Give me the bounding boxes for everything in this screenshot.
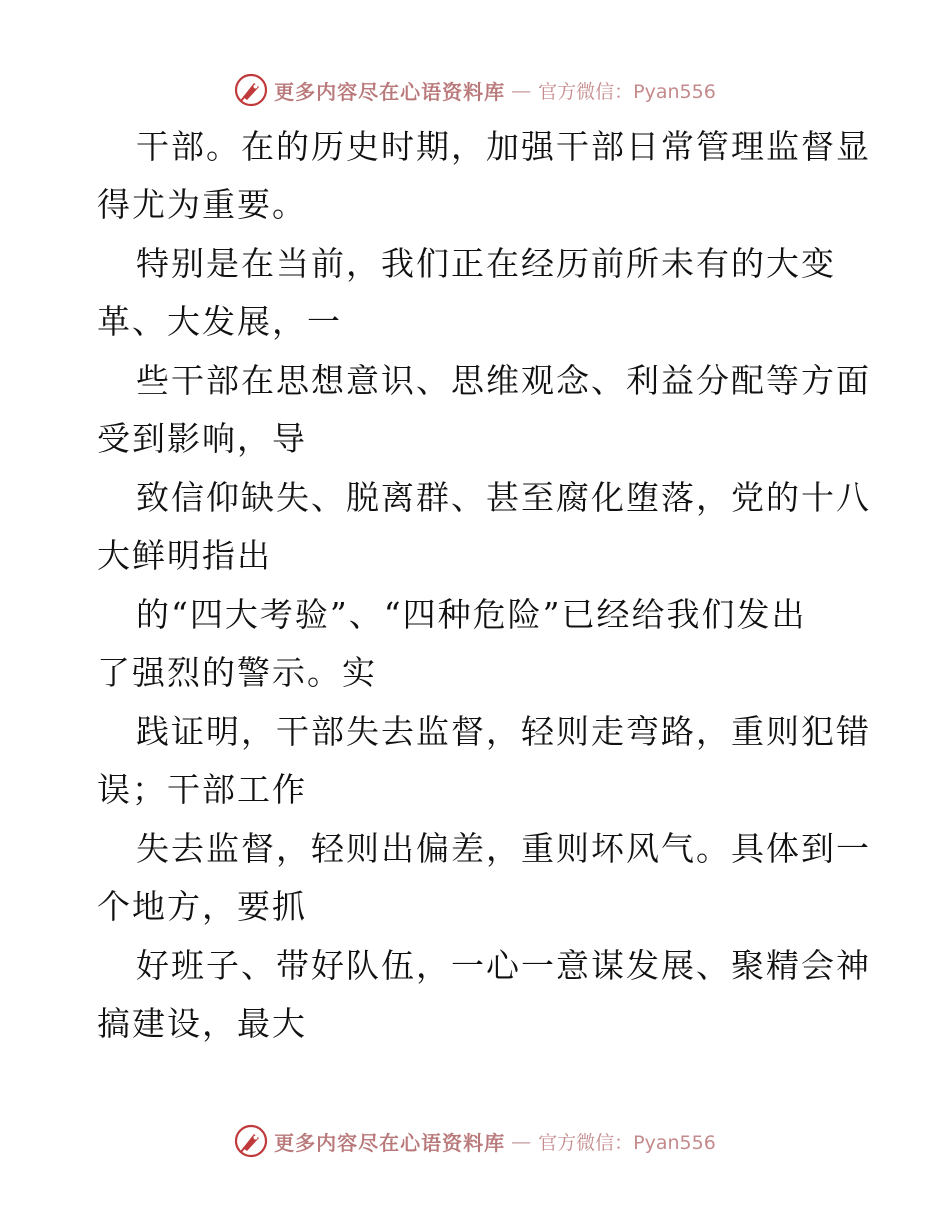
- paragraph-1-line-2: 得尤为重要。: [97, 185, 307, 224]
- footer-banner-separator: —: [511, 1129, 533, 1153]
- header-banner-separator: —: [511, 78, 533, 102]
- paragraph-5-line-2: 了强烈的警示。实: [97, 653, 377, 692]
- footer-banner: [0, 1121, 950, 1161]
- paragraph-5-line-1: 的“四大考验”、“四种危险”已经给我们发出: [136, 595, 807, 634]
- header-banner: [0, 70, 950, 110]
- paragraph-2-line-2: 革、大发展，一: [97, 302, 342, 341]
- paragraph-8-line-2: 搞建设，最大: [97, 1004, 307, 1043]
- paragraph-6-line-1: 践证明，干部失去监督，轻则走弯路，重则犯错: [136, 712, 871, 751]
- pen-nib-icon: [234, 73, 268, 107]
- paragraph-3-line-1: 些干部在思想意识、思维观念、利益分配等方面: [136, 361, 871, 400]
- paragraph-3-line-2: 受到影响，导: [97, 419, 307, 458]
- header-banner-wechat: 官方微信：Pyan556: [538, 80, 716, 103]
- paragraph-4-line-2: 大鲜明指出: [97, 536, 272, 575]
- paragraph-2-line-1: 特别是在当前，我们正在经历前所未有的大变: [136, 244, 836, 283]
- paragraph-8-line-1: 好班子、带好队伍，一心一意谋发展、聚精会神: [136, 946, 871, 985]
- paragraph-7-line-2: 个地方，要抓: [97, 887, 307, 926]
- paragraph-6-line-2: 误；干部工作: [97, 770, 307, 809]
- footer-banner-title: 更多内容尽在心语资料库: [274, 1130, 506, 1155]
- paragraph-4-line-1: 致信仰缺失、脱离群、甚至腐化堕落，党的十八: [136, 478, 871, 517]
- pen-nib-icon: [234, 1124, 268, 1158]
- footer-banner-wechat: 官方微信：Pyan556: [538, 1131, 716, 1154]
- header-banner-title: 更多内容尽在心语资料库: [274, 79, 506, 104]
- paragraph-7-line-1: 失去监督，轻则出偏差，重则坏风气。具体到一: [136, 829, 871, 868]
- paragraph-1-line-1: 干部。在的历史时期，加强干部日常管理监督显: [136, 127, 871, 166]
